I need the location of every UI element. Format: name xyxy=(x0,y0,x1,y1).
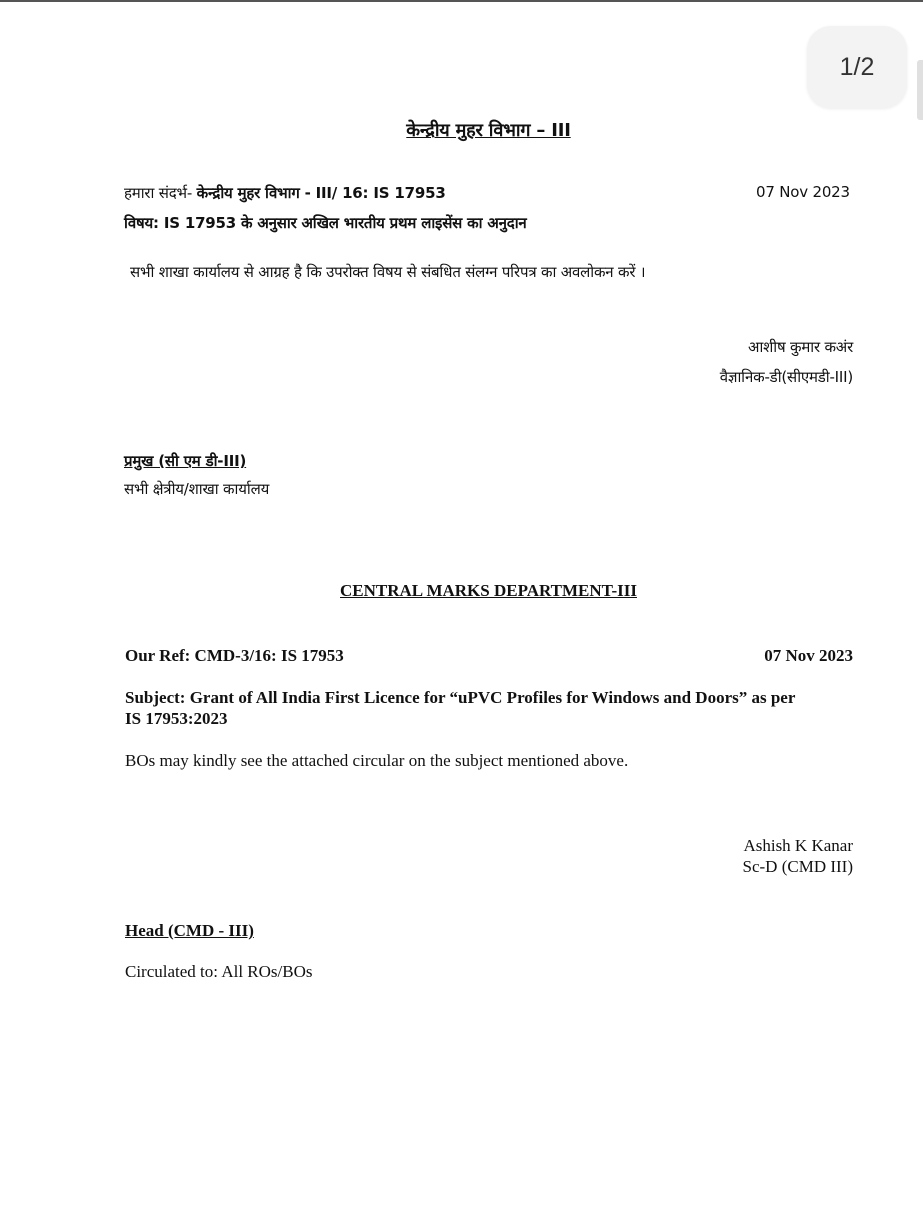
hindi-signatory-name: आशीष कुमार कअंर xyxy=(747,338,853,356)
hindi-subject-line xyxy=(124,213,527,233)
hindi-title: केन्द्रीय मुहर विभाग – III xyxy=(406,120,571,141)
page-indicator-label: 1/2 xyxy=(839,52,875,81)
hindi-ref-value: केन्द्रीय मुहर विभाग - III/ 16: IS 17953 xyxy=(196,184,446,202)
hindi-subject-value: IS 17953 के अनुसार अखिल भारतीय प्रथम लाइसेंस का अनुदान xyxy=(163,214,527,232)
hindi-head: प्रमुख (सी एम डी-III) xyxy=(124,452,247,470)
page-indicator xyxy=(807,26,907,108)
english-head: Head (CMD - III) xyxy=(125,921,254,940)
scroll-edge[interactable] xyxy=(917,60,923,120)
english-subject-line1: Subject: Grant of All India First Licence for “uPVC Profiles for Windows and Doors” as per xyxy=(125,688,796,707)
english-date: 07 Nov 2023 xyxy=(764,646,853,665)
hindi-subject-label: विषय: xyxy=(124,214,164,232)
hindi-circulated: सभी क्षेत्रीय/शाखा कार्यालय xyxy=(124,480,270,498)
english-subject-line2: IS 17953:2023 xyxy=(125,709,228,728)
english-title: CENTRAL MARKS DEPARTMENT-III xyxy=(340,581,637,600)
english-circulated: Circulated to: All ROs/BOs xyxy=(125,962,313,981)
hindi-ref-label: हमारा संदर्भ- xyxy=(124,184,197,202)
hindi-date: 07 Nov 2023 xyxy=(756,183,850,201)
english-signatory-designation: Sc-D (CMD III) xyxy=(742,857,853,876)
hindi-ref-line xyxy=(124,183,446,203)
hindi-body: सभी शाखा कार्यालय से आग्रह है कि उपरोक्त विषय से संबधित संलग्न परिपत्र का अवलोकन करें । xyxy=(130,263,646,281)
top-border xyxy=(0,0,923,2)
english-body: BOs may kindly see the attached circular on the subject mentioned above. xyxy=(125,751,629,770)
english-ref: Our Ref: CMD-3/16: IS 17953 xyxy=(125,646,344,665)
hindi-signatory-designation: वैज्ञानिक-डी(सीएमडी-III) xyxy=(719,368,853,386)
english-signatory-name: Ashish K Kanar xyxy=(743,836,853,855)
